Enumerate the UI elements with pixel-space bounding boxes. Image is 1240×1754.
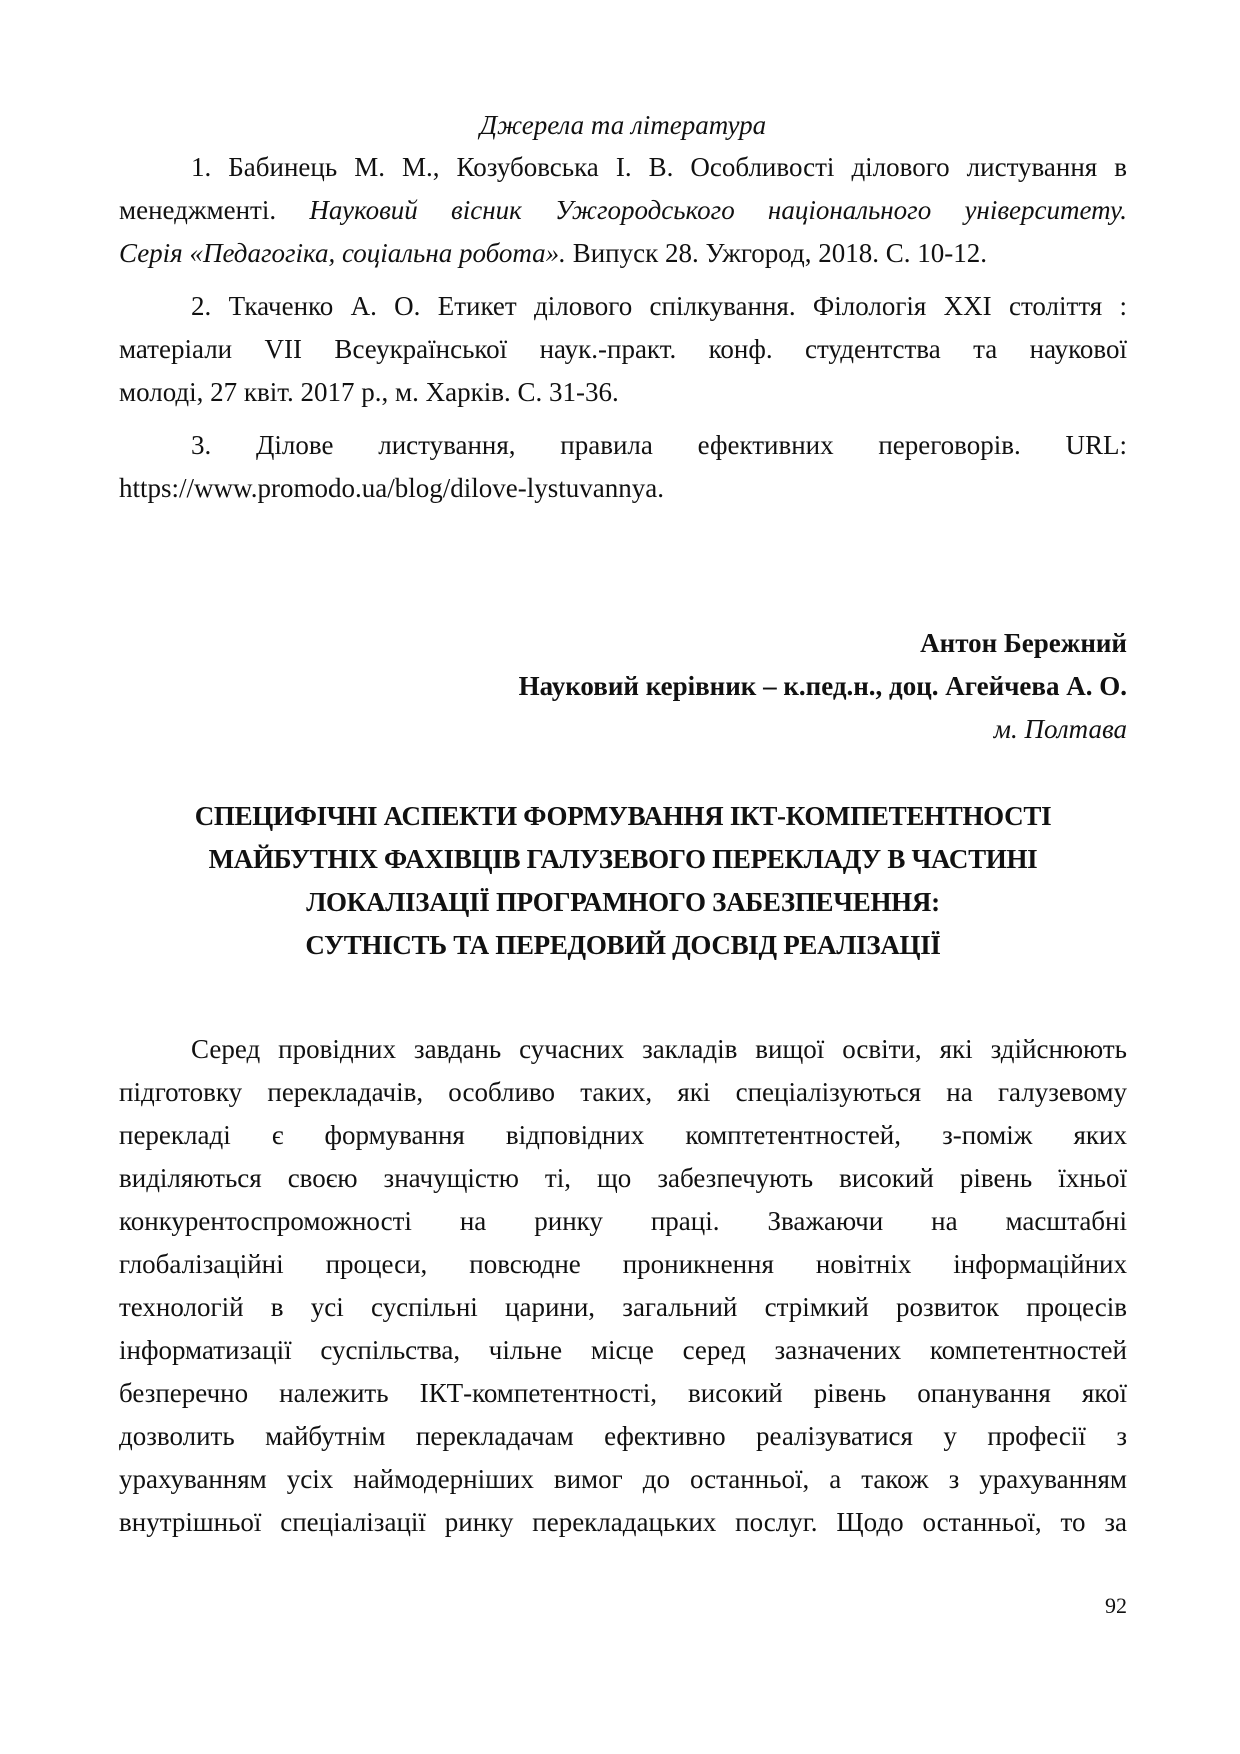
reference-3-url: https://www.promodo.ua/blog/dilove-lystuvannya. (119, 473, 664, 503)
body-line-12: внутрішньої спеціалізації ринку перекладацьких послуг. Щодо останньої, то за (119, 1507, 1127, 1537)
reference-1-journal: Науковий вісник Ужгородського національного університету. (309, 195, 1127, 225)
body-line-10: дозволить майбутнім перекладачам ефективно реалізуватися у професії з (119, 1421, 1127, 1451)
body-line-4: виділяються своєю значущістю ті, що забезпечують високий рівень їхньої (119, 1163, 1127, 1193)
reference-1-issue: Випуск 28. Ужгород, 2018. С. 10-12. (572, 238, 987, 268)
reference-2-line-3: молоді, 27 квіт. 2017 р., м. Харків. С. 31-36. (119, 377, 619, 407)
page-number: 92 (1105, 1593, 1127, 1618)
references-heading: Джерела та література (479, 110, 767, 140)
article-title-line-3: ЛОКАЛІЗАЦІЇ ПРОГРАМНОГО ЗАБЕЗПЕЧЕННЯ: (306, 887, 940, 917)
reference-1-number: 1. (191, 152, 212, 182)
body-line-11: урахуванням усіх наймодерніших вимог до останньої, а також з урахуванням (119, 1464, 1127, 1494)
reference-2-line-2: матеріали VII Всеукраїнської наук.-практ. конф. студентства та наукової (119, 334, 1127, 364)
body-line-5: конкурентоспроможності на ринку праці. Зважаючи на масштабні (119, 1206, 1127, 1236)
article-title-line-4: СУТНІСТЬ ТА ПЕРЕДОВИЙ ДОСВІД РЕАЛІЗАЦІЇ (305, 930, 941, 960)
body-line-3: перекладі є формування відповідних комптетентностей, з-поміж яких (119, 1120, 1127, 1150)
author-name: Антон Бережний (920, 628, 1127, 658)
reference-2-number: 2. (191, 291, 212, 321)
reference-1-text-plain: менеджменті. (119, 195, 277, 225)
body-line-1: Серед провідних завдань сучасних закладів вищої освіти, які здійснюють (191, 1034, 1127, 1064)
reference-1-series: Серія «Педагогіка, соціальна робота». (119, 238, 566, 268)
reference-1-text: Бабинець М. М., Козубовська І. В. Особливості ділового листування в (228, 152, 1127, 182)
reference-1-line-3 (119, 236, 1127, 270)
supervisor: Науковий керівник – к.пед.н., доц. Агейчева А. О. (518, 671, 1127, 701)
reference-2-text: Ткаченко А. О. Етикет ділового спілкування. Філологія XXI століття : (228, 291, 1128, 321)
city: м. Полтава (993, 714, 1127, 744)
reference-1-line-1 (119, 150, 1127, 184)
body-line-7: технологій в усі суспільні царини, загальний стрімкий розвиток процесів (119, 1292, 1127, 1322)
reference-3-text: Ділове листування, правила ефективних переговорів. URL: (256, 430, 1128, 460)
reference-2-line-1 (119, 289, 1127, 323)
reference-1-line-2 (119, 193, 1127, 227)
article-title-line-1: СПЕЦИФІЧНІ АСПЕКТИ ФОРМУВАННЯ ІКТ-КОМПЕТЕНТНОСТІ (194, 801, 1052, 831)
body-line-6: глобалізаційні процеси, повсюдне проникнення новітніх інформаційних (119, 1249, 1127, 1279)
reference-3-line-1 (119, 428, 1127, 462)
article-title-line-2: МАЙБУТНІХ ФАХІВЦІВ ГАЛУЗЕВОГО ПЕРЕКЛАДУ В ЧАСТИНІ (208, 844, 1038, 874)
body-line-8: інформатизації суспільства, чільне місце серед зазначених компетентностей (119, 1335, 1127, 1365)
body-line-9: безперечно належить ІКТ-компетентності, високий рівень опанування якої (119, 1378, 1127, 1408)
reference-3-number: 3. (191, 430, 212, 460)
body-line-2: підготовку перекладачів, особливо таких, які спеціалізуються на галузевому (119, 1077, 1127, 1107)
